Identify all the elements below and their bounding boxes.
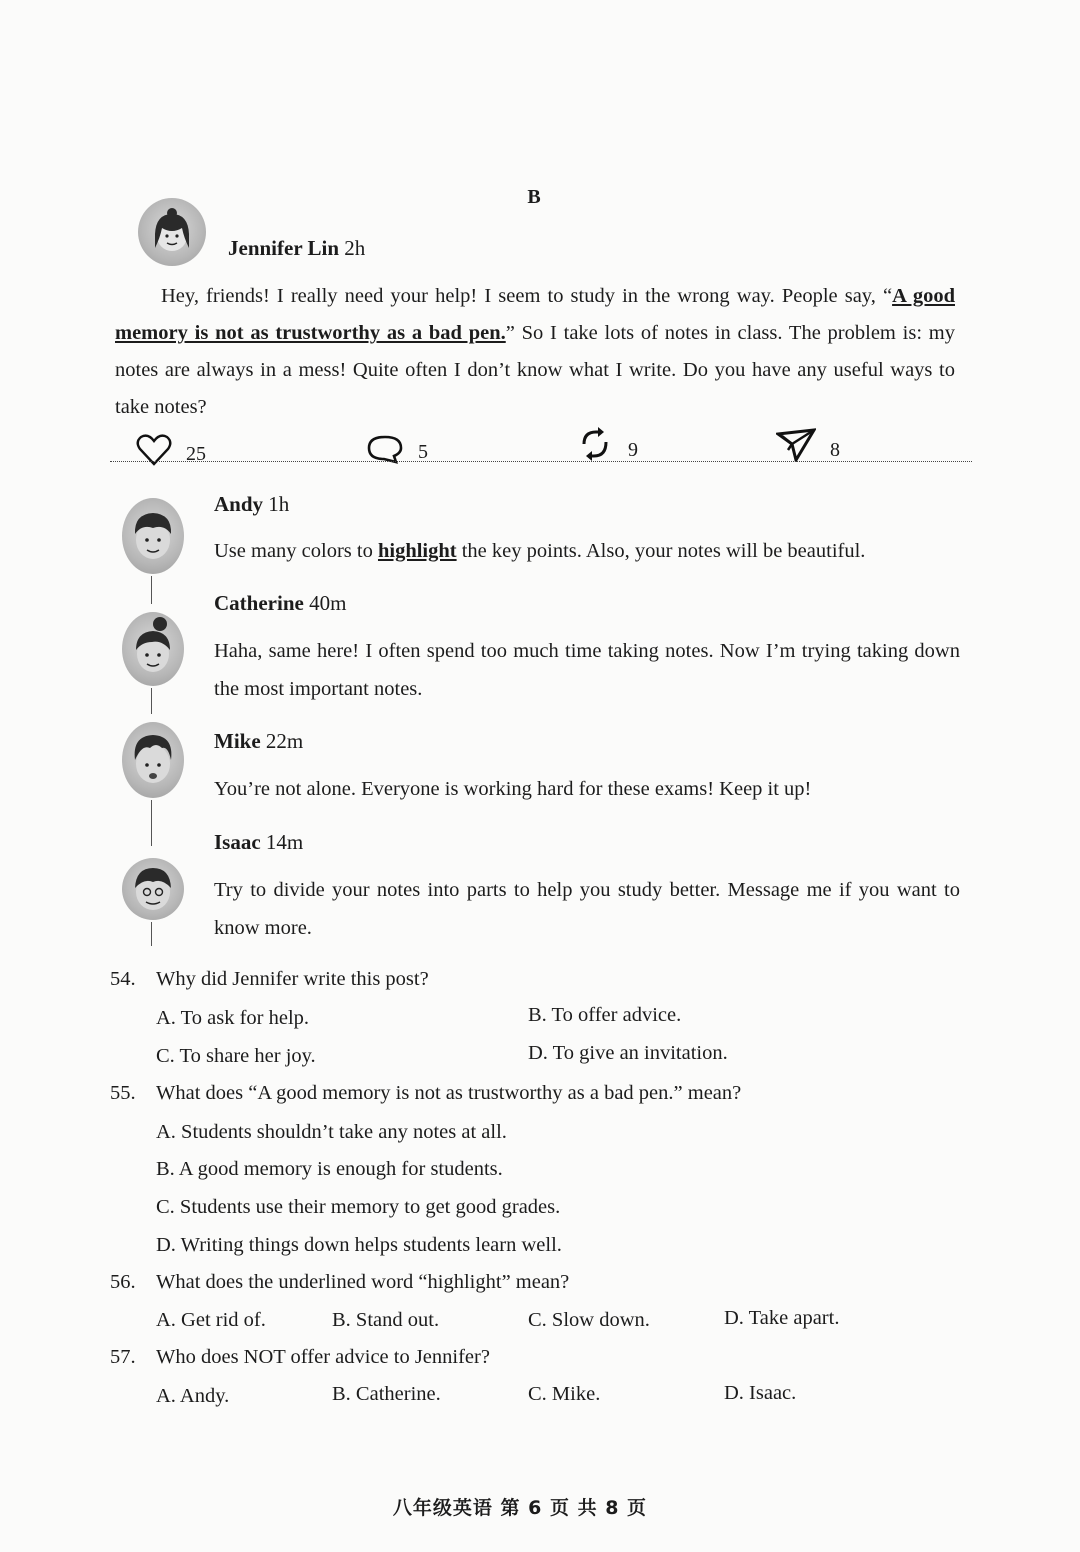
comment-time: 40m [309,591,347,615]
option-55-d[interactable]: D. Writing things down helps students learn well. [156,1234,562,1256]
comment-text-after: the key points. Also, your notes will be beautiful. [456,540,866,562]
option-54-b[interactable]: B. To offer advice. [528,1004,682,1026]
post-text-before: Hey, friends! I really need your help! I seem to study in the wrong way. People say, “ [161,285,893,307]
post-author[interactable] [228,236,365,261]
post-time: 2h [344,236,366,260]
page-footer: 八年级英语 第 6 页 共 8 页 [392,1497,648,1519]
comment-text-mike: You’re not alone. Everyone is working hard for these exams! Keep it up! [214,778,812,800]
comment-author-catherine[interactable] [214,591,346,616]
question-number: 56. [110,1271,136,1293]
mike-avatar [122,722,184,798]
jennifer-avatar [138,198,206,266]
comment-text-andy [214,532,964,570]
andy-avatar [122,498,184,574]
repost-icon [576,426,614,462]
comment-time: 14m [265,830,304,854]
option-56-b[interactable]: B. Stand out. [332,1309,440,1331]
comment-author-mike[interactable] [214,729,303,754]
comment-author-name: Catherine [214,591,304,615]
question-text: Who does NOT offer advice to Jennifer? [156,1346,490,1368]
thread-line [151,922,152,946]
option-57-c[interactable]: C. Mike. [528,1383,601,1405]
stats-divider [110,461,972,462]
catherine-avatar [122,612,184,686]
comment-author-name: Isaac [214,830,261,854]
comment-stat[interactable] [366,434,428,464]
comment-author-andy[interactable] [214,492,289,517]
comment-author-name: Andy [214,492,264,516]
question-text: What does the underlined word “highlight” mean? [156,1271,570,1293]
thread-line [151,800,152,846]
option-55-c[interactable]: C. Students use their memory to get good grades. [156,1196,561,1218]
question-56 [110,1271,569,1294]
thread-line [151,576,152,604]
option-56-a[interactable]: A. Get rid of. [156,1309,266,1331]
option-57-b[interactable]: B. Catherine. [332,1383,441,1405]
question-text: What does “A good memory is not as trustworthy as a bad pen.” mean? [156,1082,742,1104]
question-54 [110,968,429,991]
send-plane-icon [776,428,816,462]
share-stat[interactable] [576,426,638,462]
comment-time: 1h [268,492,290,516]
question-55 [110,1082,741,1105]
share-count: 9 [628,439,638,461]
highlight-word: highlight [377,540,457,562]
option-57-d[interactable]: D. Isaac. [724,1382,797,1404]
send-stat[interactable] [776,428,840,462]
section-letter: B [527,186,541,208]
thread-line [151,688,152,714]
option-54-c[interactable]: C. To share her joy. [156,1045,316,1067]
like-count: 25 [186,443,206,465]
option-55-a[interactable]: A. Students shouldn’t take any notes at all. [156,1121,507,1143]
option-56-d[interactable]: D. Take apart. [724,1307,840,1329]
option-55-b[interactable]: B. A good memory is enough for students. [156,1158,503,1180]
comment-bubble-icon [366,434,404,464]
comment-count: 5 [418,441,428,463]
option-57-a[interactable]: A. Andy. [156,1385,230,1407]
question-number: 57. [110,1346,136,1368]
question-57 [110,1346,490,1369]
post-quote: A good memory is not as trustworthy as a bad pen. [115,285,955,344]
comment-text-before: Use many colors to [214,540,378,562]
comment-author-name: Mike [214,729,261,753]
isaac-avatar [122,858,184,920]
option-54-d[interactable]: D. To give an invitation. [528,1042,728,1064]
question-number: 54. [110,968,136,990]
question-text: Why did Jennifer write this post? [156,968,429,990]
post-body [115,278,955,426]
question-number: 55. [110,1082,136,1104]
comment-time: 22m [265,729,304,753]
option-56-c[interactable]: C. Slow down. [528,1309,650,1331]
post-text-after: ” So I take lots of notes in class. The problem is: my notes are always in a mess! Quite often I don’t know what I write. Do you have any useful ways to take notes? [115,322,955,418]
post-author-name: Jennifer Lin [228,236,340,260]
option-54-a[interactable]: A. To ask for help. [156,1007,310,1029]
comment-text-isaac: Try to divide your notes into parts to help you study better. Message me if you want to know more. [214,879,960,939]
comment-text-catherine: Haha, same here! I often spend too much time taking notes. Now I’m trying taking down the most important notes. [214,640,960,700]
comment-author-isaac[interactable] [214,830,303,855]
send-count: 8 [830,439,840,461]
